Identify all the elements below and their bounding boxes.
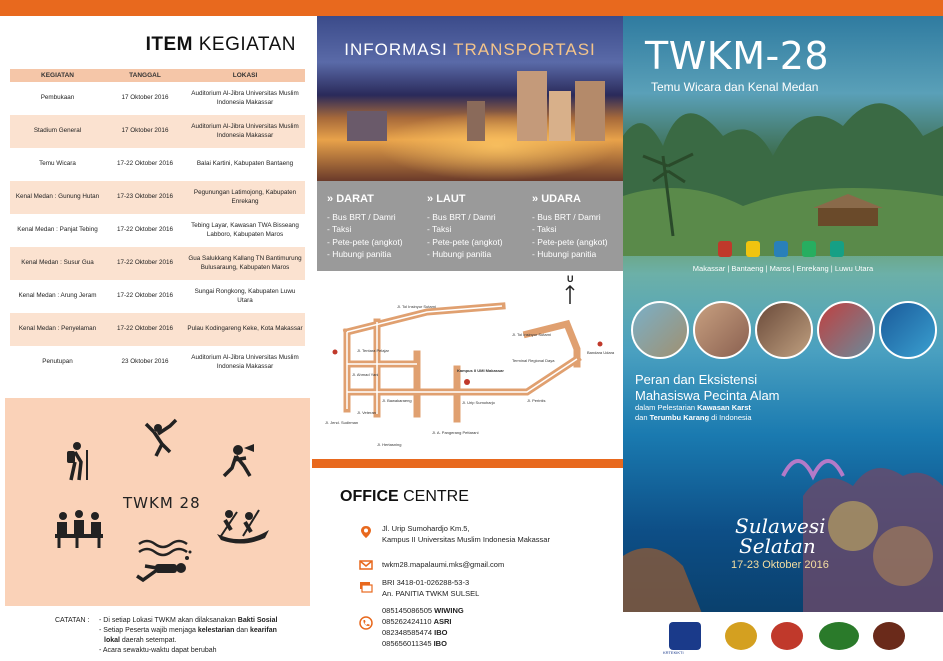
map-label: Jl. Tentara Pelajar [357, 348, 389, 353]
kemristekdikti-logo-icon [669, 622, 701, 650]
building [517, 71, 547, 141]
top-accent-bar [0, 0, 943, 16]
cell-activity: Kenal Medan : Panjat Tebing [17, 226, 98, 234]
photo-karst [631, 301, 689, 359]
cell-activity: Kenal Medan : Susur Gua [10, 247, 105, 280]
transport-item: - Hubungi panitia [427, 248, 492, 259]
transport-title: » LAUT [427, 193, 466, 205]
umi-emblem-icon [771, 622, 803, 650]
notes-label: CATATAN : [55, 617, 90, 624]
places-list: Makassar | Bantaeng | Maros | Enrekang | Luwu Utara [692, 264, 874, 273]
climbing-icon [140, 418, 182, 460]
cell-date: 17-22 Oktober 2016 [116, 292, 173, 300]
cell-activity: Pembukaan [40, 94, 75, 102]
panel-cover [623, 16, 943, 661]
note-line: lokal daerah setempat. [104, 637, 177, 645]
bandara-marker-icon [598, 342, 603, 347]
location-pin-icon [359, 525, 373, 539]
photo-climbing [693, 301, 751, 359]
cell-activity: Kenal Medan : Arung Jeram [18, 292, 97, 300]
cell-location: Pulau Kodingareng Keke, Kota Makassar [185, 313, 305, 346]
rafting-icon [215, 506, 271, 548]
table-row [10, 346, 305, 379]
panel-item-kegiatan [0, 16, 312, 661]
transport-title: » UDARA [532, 193, 581, 205]
phone-entry[interactable]: 082348585474 IBO [382, 627, 448, 637]
map-label: Jl. Veteran [357, 410, 376, 415]
map-label: Kampus II UMI Makassar [457, 368, 504, 373]
credit-card-icon [359, 580, 373, 594]
transport-item: - Bus BRT / Damri [427, 212, 496, 222]
cell-date: 23 Oktober 2016 [121, 358, 169, 366]
transport-item: - Taksi [327, 224, 352, 235]
notes-lines [99, 616, 309, 657]
cell-location: Auditorium Al-Jibra Universitas Muslim Indonesia Makassar [191, 354, 299, 370]
table-row [10, 214, 305, 247]
phone-icon [359, 616, 373, 630]
diving-icon [135, 538, 195, 588]
photo-caving [755, 301, 813, 359]
cell-activity: Stadium General [10, 115, 105, 148]
kampus-marker-icon [464, 379, 470, 385]
transport-item: - Bus BRT / Damri [532, 212, 601, 222]
cell-date: 17-22 Oktober 2016 [116, 226, 173, 234]
poi-marker [333, 350, 338, 355]
table-row [10, 247, 305, 280]
office-address: Jl. Urip Sumohardjo Km.5, Kampus II Universitas Muslim Indonesia Makassar [382, 524, 550, 544]
map-label: Jl. Perintis [527, 398, 546, 403]
cell-date: 17 Oktober 2016 [105, 115, 185, 148]
table-row [10, 148, 305, 181]
regional-logos [718, 241, 848, 259]
note-line: - Setiap Peserta wajib menjaga kelestarian dan kearifan [99, 627, 277, 635]
building [347, 111, 387, 141]
sulsel-emblem-icon [725, 622, 757, 650]
transport-item: - Hubungi panitia [327, 248, 392, 259]
section-title: ITEM KEGIATAN [145, 34, 296, 55]
table-header-row [10, 69, 305, 82]
map-label: Bandara Udara [587, 350, 615, 355]
double-chevron-icon: » [532, 193, 539, 205]
cell-location: Auditorium Al-Jibra Universitas Muslim Indonesia Makassar [185, 115, 305, 148]
transport-section [317, 181, 623, 271]
karst-landscape [623, 96, 943, 256]
mapala-logo-icon [819, 622, 859, 650]
column-header: TANGGAL [105, 69, 185, 82]
building [467, 101, 485, 141]
office-email[interactable]: twkm28.mapalaumi.mks@gmail.com [382, 560, 505, 569]
office-bank: BRI 3418-01-026288-53-3 An. PANITIA TWKM SULSEL [382, 578, 480, 598]
map-label: Jl. A. Pangerang Pettarani [432, 430, 479, 435]
transport-item: - Pete-pete (angkot) [327, 236, 403, 247]
map-label: Jl. Tol Insinyur Sutami [512, 332, 551, 337]
table-row [10, 313, 305, 346]
cell-location: Tebing Layar, Kawasan TWA Bisseang Labboro, Kabupaten Maros [191, 222, 299, 238]
sponsor-logos [623, 612, 943, 661]
map-label: Jl. Tol Insinyur Sutami [397, 304, 436, 309]
transport-item: - Pete-pete (angkot) [427, 236, 503, 247]
table-row [10, 181, 305, 214]
cell-activity: Kenal Medan : Gunung Hutan [10, 181, 105, 214]
event-title: TWKM-28 [645, 34, 830, 78]
event-theme: Peran dan Eksistensi Mahasiswa Pecinta Alam dalam Pelestarian Kawasan Karst dan Terumbu Karang di Indonesia [635, 372, 780, 423]
hut [818, 208, 878, 226]
map-label: Jl. Hertasning [377, 442, 402, 447]
table-row [10, 280, 305, 313]
transport-item: - Taksi [427, 224, 452, 235]
photo-title: INFORMASI TRANSPORTASI [344, 40, 596, 59]
cell-activity: Temu Wicara [39, 160, 76, 168]
map-label: Jl. Bawakaraeng [382, 398, 412, 403]
north-label: U [567, 274, 574, 284]
double-chevron-icon: » [327, 193, 334, 205]
photo-diving [879, 301, 937, 359]
map-label: Terminal Regional Daya [512, 358, 555, 363]
map-label: Jl. Urip Sumoharjo [462, 400, 495, 405]
cell-date: 17-22 Oktober 2016 [116, 160, 173, 168]
cell-date: 17 Oktober 2016 [121, 94, 169, 102]
building [549, 91, 571, 141]
transport-item: - Hubungi panitia [532, 248, 597, 259]
event-subtitle: Temu Wicara dan Kenal Medan [651, 80, 819, 94]
office-phones [382, 606, 464, 650]
activity-icons-box [5, 398, 310, 606]
cell-date: 17-23 Oktober 2016 [105, 181, 185, 214]
enrekang-emblem-icon [802, 241, 816, 257]
cell-activity: Penutupan [42, 358, 73, 366]
transport-item: - Pete-pete (angkot) [532, 236, 608, 247]
transport-item: - Bus BRT / Damri [327, 212, 396, 222]
panel-transportasi [312, 16, 623, 661]
makassar-emblem-icon [718, 241, 732, 257]
note-line: - Di setiap Lokasi TWKM akan dilaksanakan Bakti Sosial [99, 617, 278, 624]
cell-location: Sungai Rongkong, Kabupaten Luwu Utara [194, 288, 296, 304]
cell-location: Gua Salukkang Kallang TN Bantimurung Bulusaraung, Kabupaten Maros [185, 247, 305, 280]
phone-entry[interactable]: 085262424110 ASRI [382, 616, 452, 626]
north-arrow-icon [566, 286, 574, 304]
location-map [317, 274, 623, 459]
table-row [10, 115, 305, 148]
cell-date: 17-22 Oktober 2016 [105, 247, 185, 280]
email-icon [359, 558, 373, 572]
column-header: KEGIATAN [10, 69, 105, 82]
transport-title: » DARAT [327, 193, 374, 205]
transport-laut [427, 193, 527, 260]
section-divider [312, 459, 623, 468]
cell-date: 17-22 Oktober 2016 [105, 313, 185, 346]
building [575, 81, 605, 141]
transport-item: - Taksi [532, 224, 557, 235]
event-date: 17-23 Oktober 2016 [731, 559, 829, 571]
column-header: LOKASI [185, 69, 305, 82]
table-row [10, 82, 305, 115]
cell-activity: Kenal Medan : Penyelaman [10, 313, 105, 346]
bantaeng-emblem-icon [746, 241, 760, 257]
activity-label: TWKM 28 [123, 494, 201, 512]
city-night-photo [317, 16, 623, 181]
double-chevron-icon: » [427, 193, 434, 205]
map-label: Jl. Jend. Sudirman [325, 420, 359, 425]
logo-caption: KRTEKIKTI [663, 650, 684, 655]
cell-location: Balai Kartini, Kabupaten Bantaeng [196, 160, 294, 168]
office-title: OFFICE CENTRE [340, 488, 469, 505]
activity-photos [631, 301, 941, 361]
meeting-icon [53, 508, 105, 550]
hiking-icon [57, 440, 99, 482]
transport-darat [327, 193, 427, 260]
maros-emblem-icon [774, 241, 788, 257]
caving-icon [220, 440, 262, 482]
cell-location: Auditorium Al-Jibra Universitas Muslim Indonesia Makassar [191, 90, 299, 106]
phone-entry[interactable]: 085656011345 IBO [382, 638, 447, 648]
schedule-table [10, 69, 305, 379]
cell-location: Pegunungan Latimojong, Kabupaten Enrekang [185, 181, 305, 214]
photo-rafting [817, 301, 875, 359]
transport-udara [532, 193, 632, 260]
sulawesi-selatan-logotype: Sulawesi Selatan [735, 514, 826, 558]
luwu-utara-emblem-icon [830, 241, 844, 257]
organizer-logo-icon [873, 622, 905, 650]
map-label: Jl. Ahmad Yani [352, 372, 379, 377]
phone-entry[interactable]: 085145086505 WIWING [382, 606, 464, 615]
note-line: - Acara sewaktu-waktu dapat berubah [99, 647, 217, 655]
